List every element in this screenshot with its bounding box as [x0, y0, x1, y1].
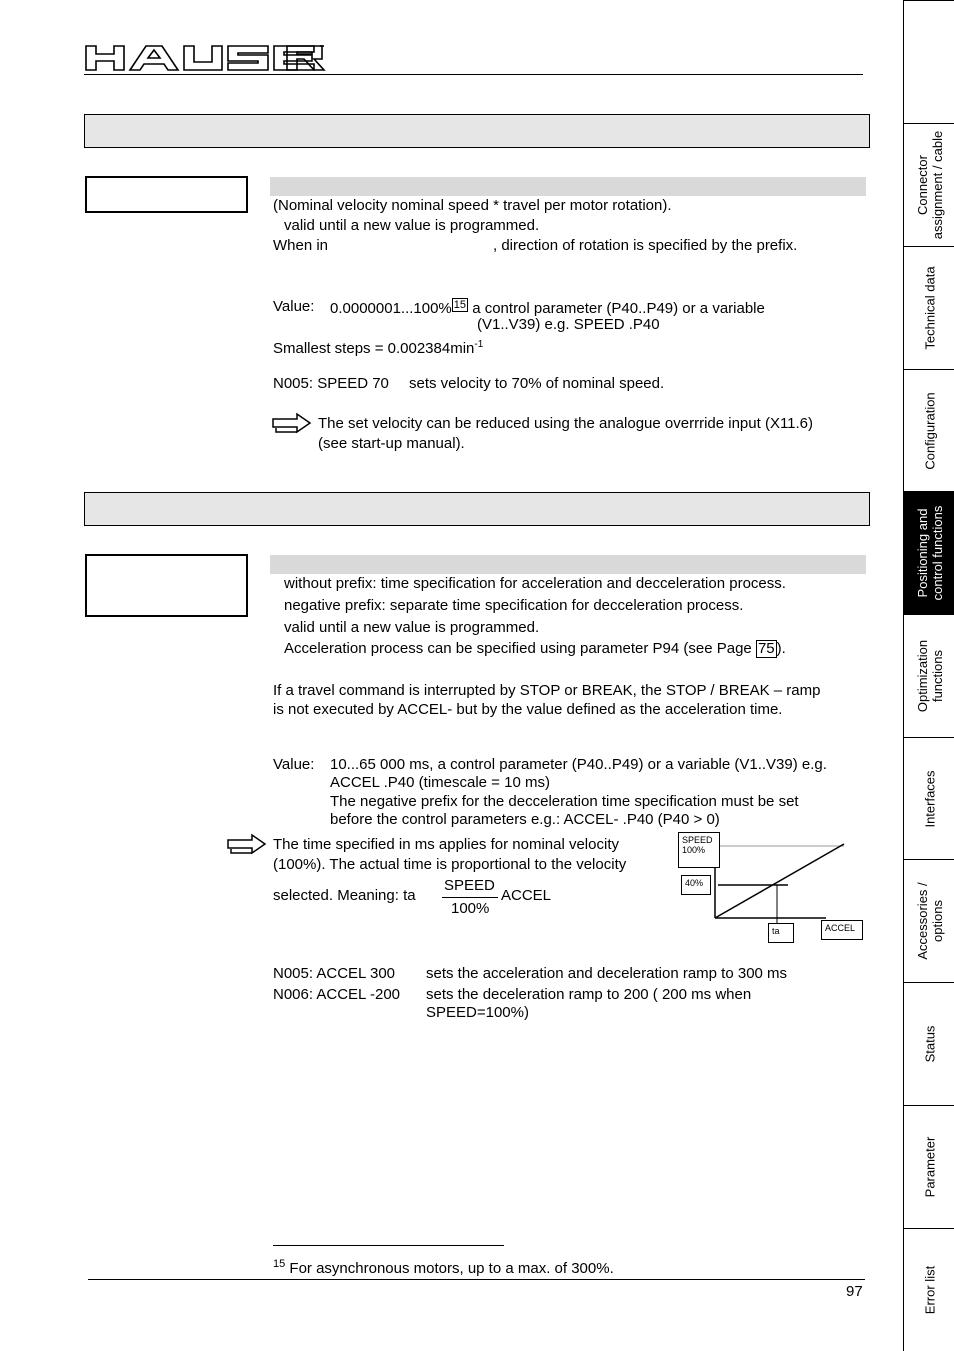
- tab-label: Configuration: [922, 391, 937, 470]
- accel-ex2-code: N006: ACCEL -200: [273, 986, 401, 1003]
- diagram-level-label: 40%: [681, 875, 711, 895]
- accel-line1: without prefix: time specification for acceleration and decceleration process.: [284, 575, 786, 592]
- accel-diagram: [676, 830, 866, 946]
- section-accel-header: [84, 492, 870, 526]
- tab-status[interactable]: [904, 983, 954, 1106]
- tab-optimization[interactable]: [904, 615, 954, 738]
- arrow-note-icon: [271, 411, 313, 435]
- fraction-bar: [442, 897, 498, 898]
- footnote: [273, 1255, 614, 1278]
- accel-line3: valid until a new value is programmed.: [284, 619, 540, 636]
- accel-ex1-desc: sets the acceleration and deceleration ramp to 300 ms: [426, 965, 788, 982]
- speed-line1: (Nominal velocity nominal speed * travel per motor rotation).: [273, 197, 672, 214]
- accel-fraction-num: SPEED: [444, 877, 495, 894]
- footnote-rule: [273, 1245, 504, 1246]
- diagram-speed-label: [678, 832, 720, 868]
- speed-syntax-bar: [270, 177, 866, 196]
- accel-fraction-den: 100%: [451, 900, 490, 917]
- section-speed-header: [84, 114, 870, 148]
- tab-configuration[interactable]: [904, 370, 954, 492]
- diagram-speed-text: SPEED: [682, 835, 713, 845]
- tab-connector-assignment[interactable]: [904, 0, 954, 124]
- accel-ex2-desc1: sets the deceleration ramp to 200 ( 200 ms when: [426, 986, 752, 1003]
- page-ref-link[interactable]: 75: [757, 640, 775, 657]
- diagram-ta-label: ta: [768, 923, 794, 943]
- speed-command-box: [85, 176, 248, 213]
- tab-label: Optimization functions: [914, 639, 945, 713]
- accel-value-label: Value:: [273, 756, 315, 773]
- tab-positioning-control[interactable]: [904, 492, 954, 615]
- speed-smallest-sup: -1: [474, 339, 484, 350]
- tab-label: Interfaces: [922, 769, 937, 828]
- speed-example-code: N005: SPEED 70: [273, 375, 389, 392]
- speed-value-row: [330, 298, 765, 318]
- tab-label: Parameter: [922, 1136, 937, 1198]
- accel-syntax-bar: [270, 555, 866, 574]
- speed-value-line2: (V1..V39) e.g. SPEED .P40: [477, 316, 660, 333]
- footer-rule: [88, 1279, 865, 1280]
- accel-para1: If a travel command is interrupted by STOP or BREAK, the STOP / BREAK – ramp: [273, 682, 821, 699]
- tab-parameter[interactable]: [904, 1106, 954, 1229]
- accel-ex1-code: N005: ACCEL 300: [273, 965, 396, 982]
- footnote-ref-link[interactable]: 15: [453, 299, 467, 311]
- tab-label: Status: [922, 1025, 937, 1063]
- tab-accessories[interactable]: [904, 860, 954, 983]
- footnote-text: For asynchronous motors, up to a max. of 300%.: [289, 1260, 614, 1277]
- hauser-logo-r: [286, 44, 326, 72]
- header-rule: [84, 74, 863, 75]
- speed-line3b: , direction of rotation is specified by the prefix.: [493, 237, 798, 254]
- accel-line4a: Acceleration process can be specified using parameter P94 (see Page: [284, 640, 752, 657]
- accel-value1: 10...65 000 ms, a control parameter (P40..P49) or a variable (V1..V39) e.g.: [330, 756, 827, 773]
- tab-label: Error list: [922, 1265, 937, 1315]
- arrow-note-icon-2: [226, 832, 268, 856]
- hauser-logo-r-mark: [286, 44, 326, 72]
- speed-note-line2: (see start-up manual).: [318, 435, 465, 452]
- speed-value-range: 0.0000001...100%: [330, 300, 452, 317]
- speed-smallest-row: [273, 336, 483, 358]
- accel-line2: negative prefix: separate time specification for decceleration process.: [284, 597, 744, 614]
- accel-note2: (100%). The actual time is proportional to the velocity: [273, 856, 627, 873]
- speed-example-desc: sets velocity to 70% of nominal speed.: [409, 375, 665, 392]
- chapter-tabs: [903, 0, 954, 1351]
- footnote-number: 15: [273, 1258, 286, 1270]
- tab-label: Technical data: [922, 266, 937, 350]
- accel-note3: selected. Meaning: ta: [273, 887, 416, 904]
- accel-note1: The time specified in ms applies for nominal velocity: [273, 836, 619, 853]
- accel-line4: [284, 640, 786, 658]
- tab-connector-assignment-cable[interactable]: [904, 124, 954, 247]
- accel-command-box: [85, 554, 248, 617]
- speed-line2: valid until a new value is programmed.: [284, 217, 540, 234]
- accel-para2: is not executed by ACCEL- but by the value defined as the acceleration time.: [273, 701, 783, 718]
- tab-label: Connector assignment / cable: [914, 130, 945, 240]
- tab-error-list[interactable]: [904, 1229, 954, 1351]
- accel-value2: ACCEL .P40 (timescale = 10 ms): [330, 774, 550, 791]
- tab-label: Positioning and control functions: [914, 505, 945, 601]
- page-number: 97: [846, 1283, 863, 1300]
- tab-interfaces[interactable]: [904, 738, 954, 860]
- diagram-speed-pct: 100%: [682, 845, 706, 855]
- tab-technical-data[interactable]: [904, 247, 954, 370]
- accel-ex2-desc2: SPEED=100%): [426, 1004, 529, 1021]
- speed-line3a: When in: [273, 237, 329, 254]
- speed-value-label: Value:: [273, 298, 315, 315]
- accel-fraction-after: ACCEL: [501, 887, 552, 904]
- diagram-accel-label: ACCEL: [821, 920, 863, 940]
- accel-value3: The negative prefix for the decceleration time specification must be set: [330, 793, 799, 810]
- speed-value-rest: a control parameter (P40..P49) or a variable: [472, 300, 765, 317]
- speed-smallest: Smallest steps = 0.002384min: [273, 340, 475, 357]
- accel-line4b: ).: [776, 640, 786, 657]
- tab-label: Accessories / options: [914, 882, 945, 960]
- accel-value4: before the control parameters e.g.: ACCEL- .P40 (P40 > 0): [330, 811, 720, 828]
- speed-note-line1: The set velocity can be reduced using the analogue overrride input (X11.6): [318, 415, 814, 432]
